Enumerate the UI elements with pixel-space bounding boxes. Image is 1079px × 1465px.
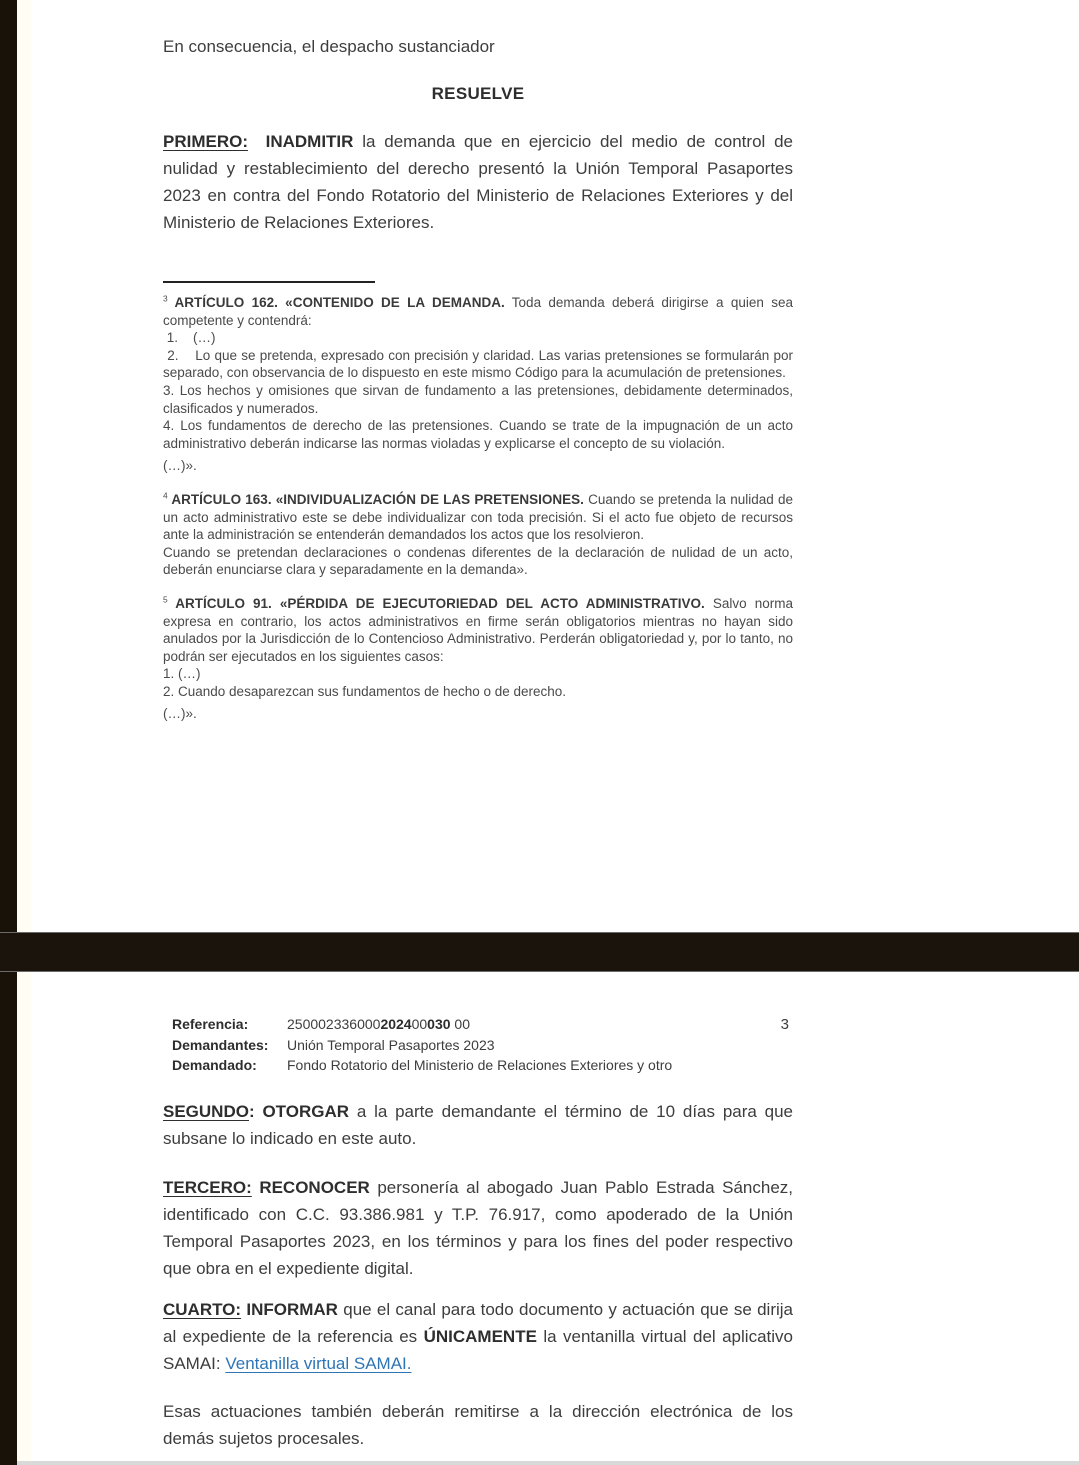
footnote-line: (…)».: [163, 458, 197, 474]
footnote-line: Cuando se pretendan declaraciones o condenas diferentes de la declaración de nulidad de un acto, deberán enunciarse clara y separadamente en la demanda».: [163, 544, 793, 578]
footnote-4: [163, 491, 793, 579]
footnote-line: 1. (…): [163, 666, 201, 682]
header-row-referencia: [172, 1014, 793, 1035]
ventanilla-virtual-samai-link[interactable]: Ventanilla virtual SAMAI.: [225, 1354, 412, 1373]
paragraph-tercero: TERCERO: RECONOCER personería al abogado Juan Pablo Estrada Sánchez, identificado con C.C. 93.386.981 y T.P. 76.917, como apoderado de la Unión Temporal Pasaportes 2023, en los términos y para los fines del poder respectivo que obra en el expediente digital.: [163, 1178, 793, 1278]
page-left-margin-strip: [17, 0, 31, 1465]
next-page-edge-strip: [17, 1461, 1079, 1465]
footnote-line: 3. Los hechos y omisiones que sirvan de fundamento a las pretensiones, debidamente determinados, clasificados y numerados.: [163, 382, 793, 416]
paragraph-closing: Esas actuaciones también deberán remitirse a la dirección electrónica de los demás sujetos procesales.: [163, 1402, 793, 1448]
referencia-label: Referencia:: [172, 1016, 249, 1032]
footnotes-section: [163, 294, 793, 739]
footnote-line: 2. Lo que se pretenda, expresado con precisión y claridad. Las varias pretensiones se formularán por separado, con observancia de lo dispuesto en este mismo Código para la acumulación de pretensiones.: [163, 347, 793, 381]
intro-line: En consecuencia, el despacho sustanciador: [163, 37, 495, 56]
footnote-line: 1. (…): [163, 330, 216, 346]
page-separator-band: [0, 933, 1079, 971]
footnote-5: [163, 595, 793, 723]
referencia-value: 250002336000202400030 00: [287, 1016, 470, 1032]
footnote-line: $^3$ ARTÍCULO 162. «CONTENIDO DE LA DEMANDA. Toda demanda deberá dirigirse a quien sea competente y contendrá:: [163, 293, 793, 328]
header-row-demandantes: [172, 1035, 793, 1056]
header-row-demandado: [172, 1055, 793, 1076]
footnote-3: [163, 294, 793, 475]
paragraph-cuarto: CUARTO: INFORMAR que el canal para todo documento y actuación que se dirija al expediente de la referencia es ÚNICAMENTE la ventanilla virtual del aplicativo SAMAI: Ventanilla virtual SAMAI.: [163, 1300, 793, 1373]
viewer-left-edge-bar: [0, 0, 17, 1465]
footnote-line: 4. Los fundamentos de derecho de las pretensiones. Cuando se trate de la impugnación de un acto administrativo deberán indicarse las normas violadas y explicarse el concepto de su violación.: [163, 418, 793, 451]
footnote-line: $^4$ ARTÍCULO 163. «INDIVIDUALIZACIÓN DE LAS PRETENSIONES. Cuando se pretenda la nulidad de un acto administrativo este se debe individualizar con toda precisión. Si el acto fue objeto de recursos ante la administración se entenderán demandados los actos que los resolvieron.: [163, 490, 793, 543]
footnote-separator-rule: [163, 281, 375, 283]
demandantes-label: Demandantes:: [172, 1036, 269, 1053]
paragraph-segundo: SEGUNDO: OTORGAR a la parte demandante el término de 10 días para que subsane lo indicado en este auto.: [163, 1102, 793, 1148]
paragraph-primero: PRIMERO: INADMITIR la demanda que en ejercicio del medio de control de nulidad y restablecimiento del derecho presentó la Unión Temporal Pasaportes 2023 en contra del Fondo Rotatorio del Ministerio de Relaciones Exteriores y del Ministerio de Relaciones Exteriores.: [163, 132, 794, 232]
demandado-value: Fondo Rotatorio del Ministerio de Relaciones Exteriores y otro: [287, 1057, 673, 1073]
footnote-line: $^5$ ARTÍCULO 91. «PÉRDIDA DE EJECUTORIEDAD DEL ACTO ADMINISTRATIVO. Salvo norma expresa en contrario, los actos administrativos en firme serán obligatorios mientras no hayan sido anulados por la Jurisdicción de lo Contencioso Administrativo. Perderán obligatoriedad y, por lo tanto, no podrán ser ejecutados en los siguientes casos:: [163, 594, 793, 664]
footnote-line: (…)».: [163, 706, 197, 722]
demandantes-value: Unión Temporal Pasaportes 2023: [287, 1036, 495, 1053]
page-number: 3: [780, 1016, 789, 1033]
footnote-line: 2. Cuando desaparezcan sus fundamentos de hecho o de derecho.: [163, 683, 567, 699]
case-header: [172, 1014, 793, 1076]
resuelve-heading: RESUELVE: [431, 84, 525, 103]
demandado-label: Demandado:: [172, 1057, 257, 1073]
